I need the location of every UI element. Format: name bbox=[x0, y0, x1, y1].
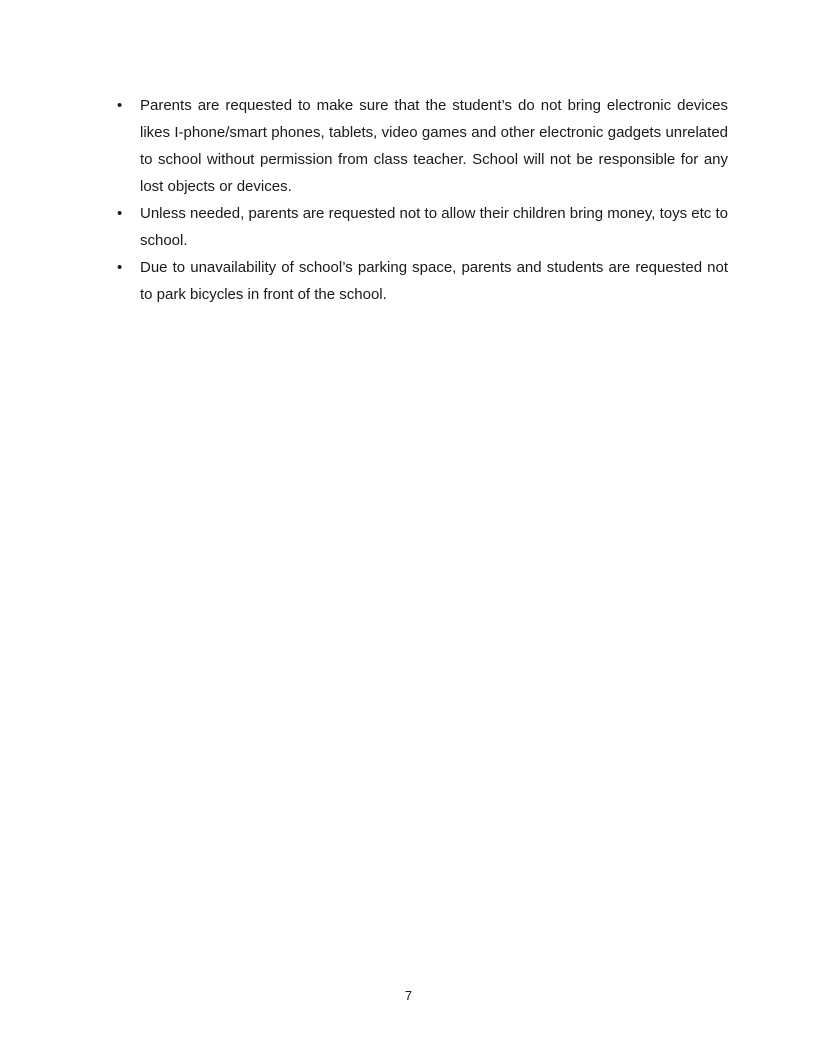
bullet-text: Parents are requested to make sure that the student’s do not bring electronic devices likes I-phone/smart phones, tablets, video games and other electronic gadgets unrelated to school without permission from class teacher. School will not be responsible for any lost objects or devices. bbox=[140, 97, 728, 195]
list-item bbox=[117, 92, 728, 200]
bullet-icon: • bbox=[117, 259, 123, 276]
bullet-icon: • bbox=[117, 205, 123, 222]
bullet-icon: • bbox=[117, 97, 123, 114]
list-item bbox=[117, 254, 728, 308]
bullet-list bbox=[117, 92, 728, 308]
bullet-text: Unless needed, parents are requested not to allow their children bring money, toys etc to school. bbox=[140, 205, 728, 249]
list-item bbox=[117, 200, 728, 254]
page-number: 7 bbox=[404, 988, 413, 1003]
bullet-text: Due to unavailability of school’s parking space, parents and students are requested not to park bicycles in front of the school. bbox=[140, 259, 728, 303]
